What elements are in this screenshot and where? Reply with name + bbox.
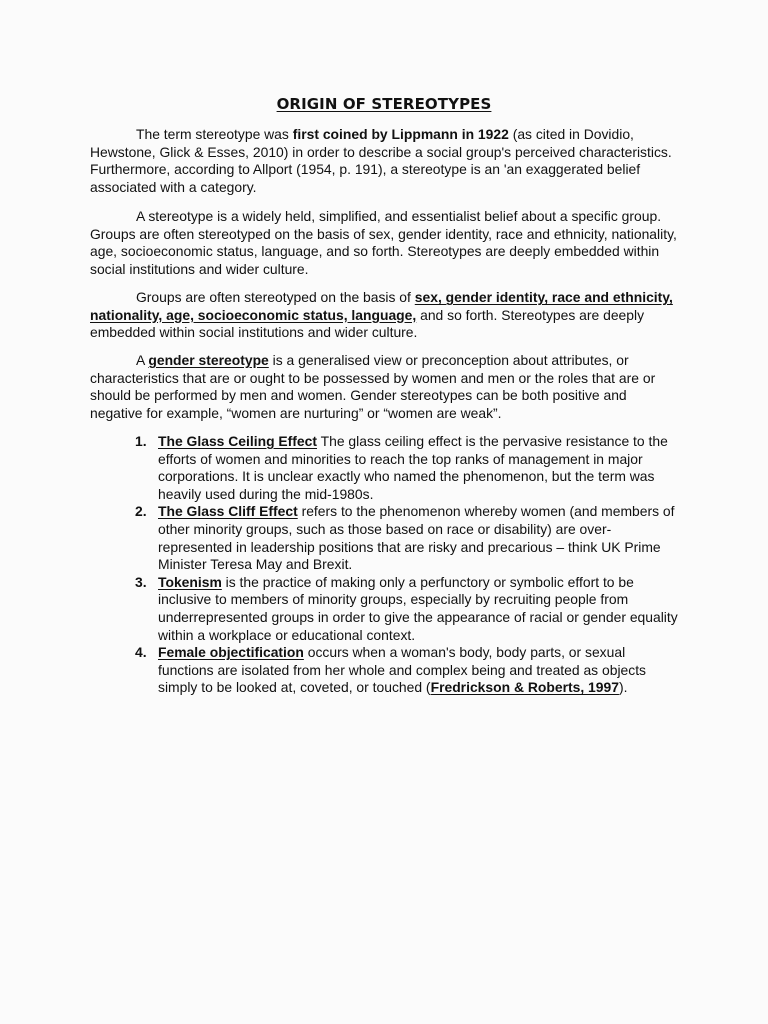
list-term: The Glass Cliff Effect <box>158 503 298 520</box>
p4-text-end: is a generalised view or preconception about attributes, or characteristics that are or ought to be possessed by women and men or the roles that are or should be performed by men and women. Gender stereotypes can be both positive and negative for example, “women are nurturing” or “women are weak”. <box>90 352 656 421</box>
list-text-tail: ). <box>618 679 628 696</box>
paragraph-basis-of-stereotypes <box>90 289 682 342</box>
list-text: occurs when a woman's body, body parts, or sexual functions are isolated from her whole and complex being and treated as objects simply to be looked at, coveted, or touched ( <box>158 644 647 696</box>
numbered-list <box>90 433 682 697</box>
p1-bold-phrase: first coined by Lippmann in 1922 <box>292 126 509 142</box>
p2-text: A stereotype is a widely held, simplified, and essentialist belief about a specific group. Groups are often stereotyped on the basis of sex, gender identity, race and ethnicity, nationality, age, socioeconomic status, language, and so forth. Stereotypes are deeply embedded within social institutions and wider culture. <box>90 208 677 277</box>
p4-bold-underlined-term: gender stereotype <box>148 352 269 368</box>
p4-text-start: A <box>136 352 149 368</box>
p3-bold-underlined-phrase: sex, gender identity, race and ethnicity, nationality, age, socioeconomic status, language, <box>90 289 673 323</box>
title-text: ORIGIN OF STEREOTYPES <box>276 95 492 113</box>
p1-text-end: (as cited in Dovidio, Hewstone, Glick & Esses, 2010) in order to describe a social group's perceived characteristics. Furthermore, according to Allport (1954, p. 191), a stereotype is an 'an exaggerated belief associated with a category. <box>90 126 672 195</box>
list-text: The glass ceiling effect is the pervasive resistance to the efforts of women and minorities to reach the top ranks of management in major corporations. It is unclear exactly who named the phenomenon, but the term was heavily used during the mid-1980s. <box>158 433 668 502</box>
list-item <box>90 503 682 573</box>
list-text: refers to the phenomenon whereby women (and members of other minority groups, such as those based on race or disability) are over-represented in leadership positions that are risky and precarious – think UK Prime Minister Teresa May and Brexit. <box>158 503 675 573</box>
list-item <box>90 644 682 697</box>
list-term: Female objectification <box>158 644 304 661</box>
list-term: The Glass Ceiling Effect <box>158 433 318 449</box>
list-text: is the practice of making only a perfunctory or symbolic effort to be inclusive to members of minority groups, especially by recruiting people from underrepresented groups in order to give the appearance of racial or gender equality within a workplace or educational context. <box>158 573 678 643</box>
list-number: 3. <box>135 573 147 590</box>
list-term: Tokenism <box>158 573 222 590</box>
paragraph-definition <box>90 126 682 196</box>
paragraph-gender-stereotype <box>90 352 682 422</box>
p1-text-start: The term stereotype was <box>136 126 293 142</box>
p3-text-start: Groups are often stereotyped on the basis of <box>136 289 415 305</box>
p3-text-end: and so forth. Stereotypes are deeply embedded within social institutions and wider culture. <box>90 306 645 341</box>
list-item <box>90 574 682 644</box>
paragraph-widely-held-belief <box>90 208 682 278</box>
citation: Fredrickson & Roberts, 1997 <box>430 679 619 696</box>
list-number: 1. <box>135 433 147 449</box>
list-number: 4. <box>135 644 147 661</box>
list-number: 2. <box>135 503 147 520</box>
list-item <box>90 433 682 503</box>
page-title <box>0 94 768 114</box>
